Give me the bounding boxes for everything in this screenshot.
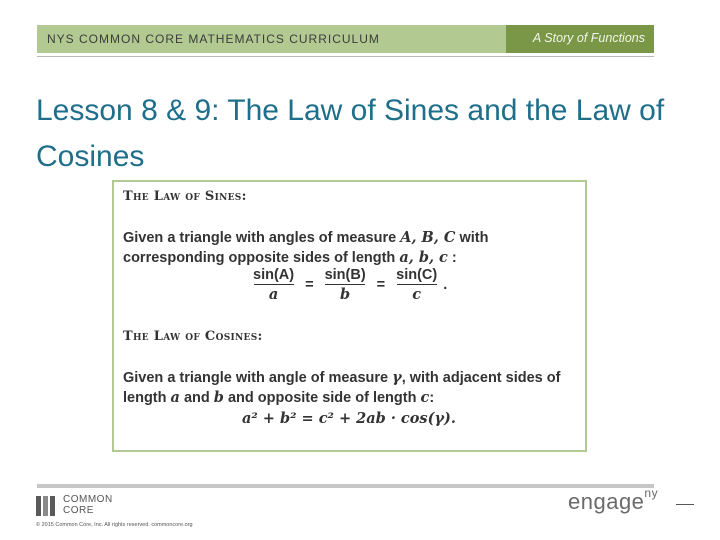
cosines-side-c: c (420, 389, 430, 406)
fraction-sin-a (251, 267, 296, 303)
cosines-text-4: and opposite side of length (227, 390, 417, 406)
curriculum-label: NYS COMMON CORE MATHEMATICS CURRICULUM (47, 32, 380, 46)
cosines-text-3: and (183, 390, 210, 406)
cosines-text-5: : (429, 390, 435, 406)
copyright-notice: © 2015 Common Core, Inc. All rights reserved. commoncore.org (36, 522, 193, 528)
numerator-sin-a: sin(A) (253, 267, 295, 283)
cosines-side-a: a (170, 389, 180, 406)
cosines-text-2: , with adjacent sides of length (123, 370, 561, 406)
equals-sign: = (376, 277, 386, 293)
formula-period: . (443, 277, 448, 293)
common-core-logo (36, 494, 126, 518)
sines-mid: with corresponding opposite sides of length (123, 230, 489, 266)
law-of-sines-heading: The Law of Sines: (123, 189, 247, 204)
header-curriculum-panel (37, 25, 506, 53)
denominator-b: b (325, 284, 365, 303)
equals-sign: = (305, 277, 314, 293)
fraction-sin-b (323, 267, 368, 303)
page-title: Lesson 8 & 9: The Law of Sines and the Law of Cosines (36, 94, 665, 173)
law-of-cosines-heading: The Law of Cosines: (123, 329, 263, 344)
header-module-panel (506, 25, 654, 53)
sines-angles: A, B, C (400, 229, 456, 246)
numerator-sin-b: sin(B) (324, 267, 366, 283)
denominator-a: a (254, 284, 294, 303)
cosines-side-b: b (213, 389, 224, 406)
cosines-text-1: Given a triangle with angle of measure (123, 370, 389, 386)
header-bar (37, 25, 654, 53)
sines-suffix: : (451, 250, 457, 266)
engageny-logo (568, 485, 659, 515)
denominator-c: c (397, 284, 437, 303)
common-core-bars-icon (36, 496, 60, 516)
common-core-wordmark (63, 494, 113, 516)
law-of-sines-formula (247, 267, 447, 303)
numerator-sin-c: sin(C) (396, 267, 438, 283)
module-label: A Story of Functions (532, 31, 645, 45)
brand-superscript: ny (644, 485, 659, 500)
cosines-equation: a² + b² = c² + 2ab · cos(γ). (242, 410, 456, 427)
fraction-sin-c (394, 267, 439, 303)
footer-divider (37, 484, 654, 488)
content-box (112, 180, 587, 452)
logo-line-2: CORE (63, 505, 94, 516)
footer-accent-line (676, 504, 694, 505)
cosines-gamma: γ (392, 369, 402, 386)
law-of-sines-statement (123, 228, 578, 268)
sines-prefix: Given a triangle with angles of measure (123, 230, 397, 246)
law-of-cosines-formula (242, 410, 456, 427)
law-of-cosines-statement (123, 368, 578, 408)
header-divider (37, 56, 654, 57)
brand-text: engage (568, 489, 645, 514)
sines-sides: a, b, c (399, 249, 448, 266)
logo-line-1: COMMON (63, 494, 113, 505)
